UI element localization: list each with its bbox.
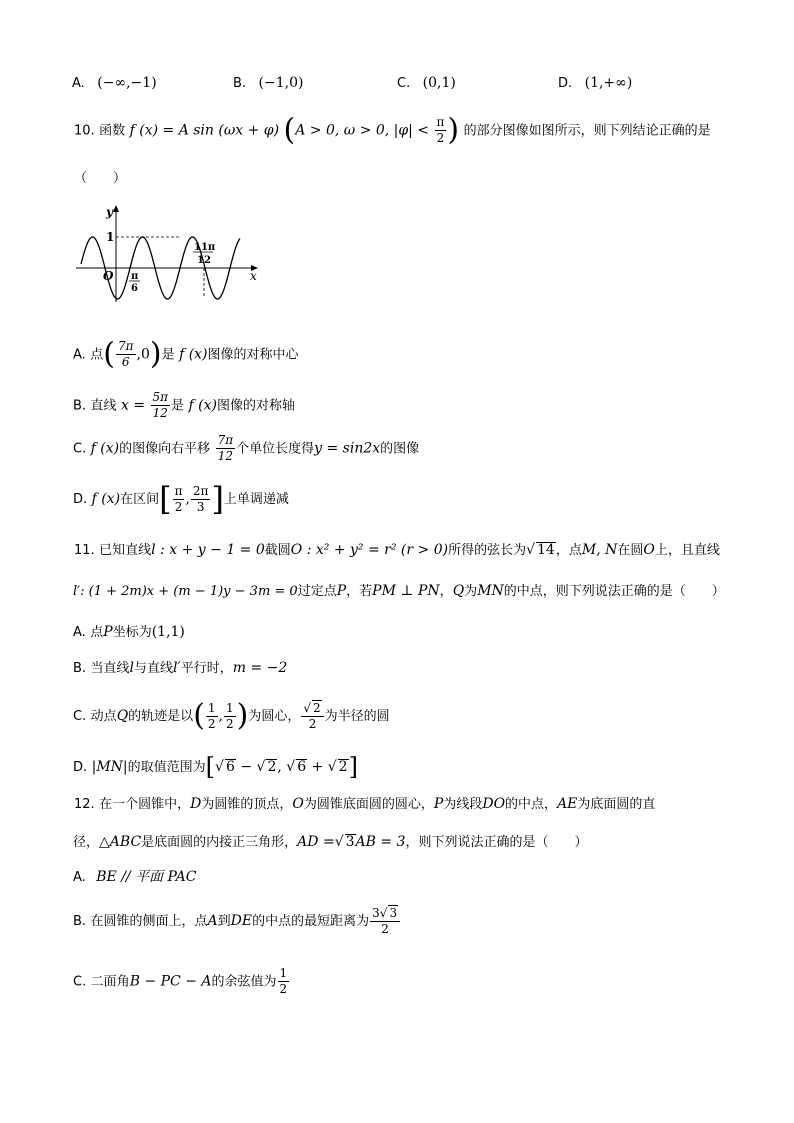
math-expr: MN [477, 583, 504, 599]
fraction: $\frac{√ 2}{2}$ [301, 700, 323, 732]
q12-option-c [73, 966, 290, 997]
math-expr: DE [230, 913, 253, 929]
math-expr: D [190, 796, 202, 812]
paren-close: ) [149, 336, 162, 372]
sqrt-radicand: 2 [313, 701, 321, 715]
frac-num: π [436, 115, 445, 129]
condition-expr: A > 0, ω > 0, |φ| < [295, 122, 430, 139]
frac-den: 3 [196, 499, 205, 514]
option-text: 点 [90, 625, 104, 640]
option-text: 图像的对称轴 [216, 398, 295, 414]
q9-option-d [558, 75, 632, 91]
tick-pi6-den: 6 [131, 283, 138, 294]
stem-text: ，则下列说法正确的是（ ） [405, 835, 588, 850]
option-text: 的中点的最短距离为 [252, 914, 370, 929]
frac-num: 1 [226, 700, 234, 715]
stem-text: 为线段 [443, 797, 483, 812]
paren-close: ) [447, 112, 460, 148]
stem-text: 的中点，则下列说法正确的是（ ） [503, 584, 725, 599]
frac-den: 2 [279, 982, 288, 996]
q10-option-d: D. f (x)在区间[ $\frac{\pi}{2}$ , $\frac{2\pi}{3}$ ]上单调递减 [73, 480, 289, 518]
fraction [116, 339, 136, 370]
stem-text: 在圆 [617, 543, 644, 558]
frac-num: 3 [372, 906, 380, 920]
q10-option-b [73, 390, 295, 421]
math-expr: Q [116, 708, 129, 724]
stem-text: 为圆锥的顶点， [201, 797, 293, 812]
paren-open: ( [193, 698, 205, 733]
option-label: D. [73, 760, 88, 775]
option-text: 当直线 [90, 661, 130, 676]
stem-text: 函数 [99, 123, 126, 139]
fraction [151, 390, 171, 421]
option-label: A. [73, 625, 86, 640]
q9-option-c [397, 75, 456, 91]
option-text: 为圆心， [248, 709, 301, 724]
stem-text: 上，且直线 [654, 543, 720, 558]
tick-11pi12-den: 12 [197, 255, 211, 266]
frac-den: 6 [121, 355, 130, 369]
option-label: B. [233, 76, 247, 91]
option-text: 在区间 [120, 492, 160, 507]
option-text: 点 [90, 347, 104, 363]
option-label: C. [73, 709, 87, 724]
option-text: 到 [217, 914, 231, 929]
fraction [278, 966, 290, 997]
fraction: $\frac{3√ 3}{2}$ [370, 905, 400, 937]
question-number: 10. [74, 123, 95, 139]
option-text: 的图像向右平移 [119, 441, 211, 457]
q9-option-a [72, 75, 157, 91]
math-expr: O [643, 542, 655, 558]
option-label: B. [73, 398, 87, 414]
math-expr: l : x + y − 1 = 0 [151, 542, 265, 558]
option-value: m = −2 [232, 660, 288, 676]
option-label: D. [73, 492, 88, 507]
stem-text: 径， [73, 835, 100, 850]
stem-text: 为 [464, 584, 478, 599]
bracket-close: ] [211, 480, 224, 518]
option-value: (0,1) [422, 75, 456, 91]
math-expr: O : x² + y² = r² (r > 0) [290, 542, 449, 558]
q11-option-d: D. |MN|的取值范围为[√ 6 − √ 2, √ 6 + √ 2] [73, 753, 358, 781]
math-expr: O [292, 796, 304, 812]
frac-den: 2 [226, 716, 234, 731]
math-expr: M, N [581, 542, 618, 558]
math-expr: AE [557, 796, 578, 812]
option-label: C. [73, 974, 87, 990]
option-text: 直线 [90, 398, 117, 414]
tick-pi6-num: π [131, 271, 139, 282]
option-text: 是 [161, 347, 175, 363]
q10-stem [74, 112, 711, 148]
stem-text: 已知直线 [99, 543, 152, 558]
stem-text: ， [439, 584, 453, 599]
frac-num: 1 [207, 700, 216, 715]
q10-option-c [73, 433, 419, 464]
math-expr: PM ⊥ PN [372, 583, 440, 599]
frac-den: 2 [308, 717, 317, 731]
tick-11pi12-num: 11π [194, 242, 216, 253]
paren-close: ) [236, 698, 249, 733]
fraction [224, 701, 236, 732]
math-expr: AB = 3 [355, 834, 406, 850]
stem-text: ，若 [346, 584, 373, 599]
answer-paren: （ ） [74, 171, 127, 186]
math-expr: A [207, 913, 218, 929]
math-expr: P [336, 583, 347, 599]
function-expr: f (x) [90, 440, 120, 457]
option-text: 在圆锥的侧面上，点 [90, 914, 208, 929]
q12-stem-line2: 径，△ABC是底面圆的内接正三角形，AD =√ 3AB = 3，则下列说法正确的是（ ） [73, 834, 588, 850]
math-expr: DO [482, 796, 506, 812]
function-expr: f (x) = A sin (ωx + φ) [129, 122, 280, 139]
option-text: 个单位长度得 [236, 441, 315, 457]
q12-stem-line1 [74, 797, 655, 811]
q11-option-b [73, 661, 287, 675]
option-label: A. [73, 347, 86, 363]
option-value: (−1,0) [258, 75, 304, 91]
q10-option-a [73, 336, 299, 372]
option-text: 的轨迹是以 [128, 709, 194, 724]
option-text: 的取值范围为 [127, 760, 206, 775]
x-label: x [250, 269, 257, 283]
q12-option-b [73, 905, 401, 937]
option-value: x = [120, 397, 146, 414]
q9-option-b [233, 75, 303, 91]
fraction [435, 115, 447, 146]
stem-text: 截圆 [264, 543, 291, 558]
paren-open: ( [103, 336, 115, 372]
math-expr: l′: (1 + 2m)x + (m − 1)y − 3m = 0 [73, 584, 298, 599]
frac-den: 12 [217, 449, 233, 463]
function-expr: f (x) [188, 397, 217, 414]
fraction [191, 484, 211, 515]
sqrt-radicand: 6 [225, 759, 235, 775]
math-expr: P [433, 796, 444, 812]
bracket-open: [ [205, 753, 216, 781]
fraction [206, 701, 218, 732]
option-text: 平行时， [180, 661, 233, 676]
stem-text: 是底面圆的内接正三角形， [141, 835, 298, 850]
sine-graph [72, 200, 272, 305]
y-label: y [106, 205, 113, 219]
q11-stem-line2 [73, 584, 725, 598]
stem-text: 的部分图像如图所示，则下列结论正确的是 [463, 123, 711, 139]
math-expr: AD = [297, 834, 335, 850]
frac-num: 7π [217, 433, 234, 447]
math-expr: P [103, 624, 113, 640]
stem-text: 的中点， [505, 797, 558, 812]
option-value: BE // 平面 PAC [96, 869, 197, 885]
option-text: 为半径的圆 [324, 709, 390, 724]
option-label: B. [73, 914, 87, 929]
option-value: y = sin2x [314, 440, 381, 457]
option-value: (1,1) [151, 624, 185, 640]
option-label: C. [73, 441, 87, 457]
q11-option-c: C. 动点Q的轨迹是以( $\frac{1}{2}$ , $\frac{1}{2}$ )为圆心， $\frac{√ 2}{2}$ 为半径的圆 [73, 698, 390, 733]
sqrt-radicand: 2 [267, 759, 277, 775]
fraction [216, 433, 236, 464]
stem-text: ，点 [555, 543, 582, 558]
option-text: 是 [171, 398, 185, 414]
frac-den: 2 [174, 499, 183, 514]
q12-option-a [73, 870, 197, 884]
question-number: 11. [74, 543, 95, 558]
function-expr: f (x) [91, 491, 121, 507]
option-label: A. [72, 76, 85, 91]
question-number: 12. [74, 797, 95, 812]
frac-num: 2π [192, 483, 209, 498]
option-label: C. [397, 76, 411, 91]
option-label: A. [73, 870, 86, 885]
frac-den: 2 [436, 131, 445, 145]
option-text: 坐标为 [112, 625, 152, 640]
option-value: (−∞,−1) [97, 75, 157, 91]
stem-text: 过定点 [297, 584, 337, 599]
frac-den: 12 [152, 406, 168, 420]
bracket-open: [ [159, 480, 172, 518]
q11-stem-line1: 11. 已知直线l : x + y − 1 = 0截圆O : x² + y² = r² (r > 0)所得的弦长为√ 14，点M, N在圆O上，且直线 [74, 542, 720, 558]
math-expr: l′ [173, 660, 181, 676]
sqrt-radicand: 14 [537, 542, 555, 558]
math-expr: Q [452, 583, 465, 599]
option-label: D. [558, 76, 573, 91]
option-label: B. [73, 661, 87, 676]
math-expr: B − PC − A [129, 973, 212, 990]
stem-text: 所得的弦长为 [448, 543, 527, 558]
option-text: 二面角 [90, 974, 130, 990]
option-value: ,0 [136, 346, 150, 363]
sqrt-radicand: 6 [297, 759, 307, 775]
math-expr: △ABC [99, 834, 142, 850]
stem-text: 在一个圆锥中， [99, 797, 191, 812]
bracket-close: ] [348, 753, 358, 781]
frac-den: 2 [207, 716, 216, 731]
q11-option-a [73, 625, 185, 639]
option-value: (1,+∞) [584, 75, 633, 91]
sqrt-radicand: 2 [338, 759, 348, 775]
function-expr: f (x) [179, 346, 208, 363]
paren-open: ( [283, 112, 296, 148]
one-label: 1 [106, 230, 115, 244]
frac-num: 7π [117, 339, 134, 353]
frac-num: π [174, 483, 183, 498]
option-text: 动点 [90, 709, 117, 724]
sqrt-radicand: 3 [345, 834, 355, 850]
frac-den: 2 [381, 922, 389, 936]
option-text: 图像的对称中心 [207, 347, 299, 363]
option-text: 上单调递减 [223, 492, 289, 507]
stem-text: 为圆锥底面圆的圆心， [303, 797, 434, 812]
option-text: 的余弦值为 [211, 974, 277, 990]
origin-label: O [103, 269, 114, 283]
frac-num: 1 [279, 966, 288, 980]
stem-text: 为底面圆的直 [577, 797, 656, 812]
frac-num: 5π [152, 390, 169, 404]
sqrt-radicand: 3 [389, 906, 398, 920]
fraction [173, 484, 185, 515]
math-expr: MN [96, 759, 123, 775]
option-text: 的图像 [380, 441, 420, 457]
y-axis-arrow [113, 205, 119, 212]
math-expr: l [129, 660, 135, 676]
option-text: 与直线 [134, 661, 174, 676]
